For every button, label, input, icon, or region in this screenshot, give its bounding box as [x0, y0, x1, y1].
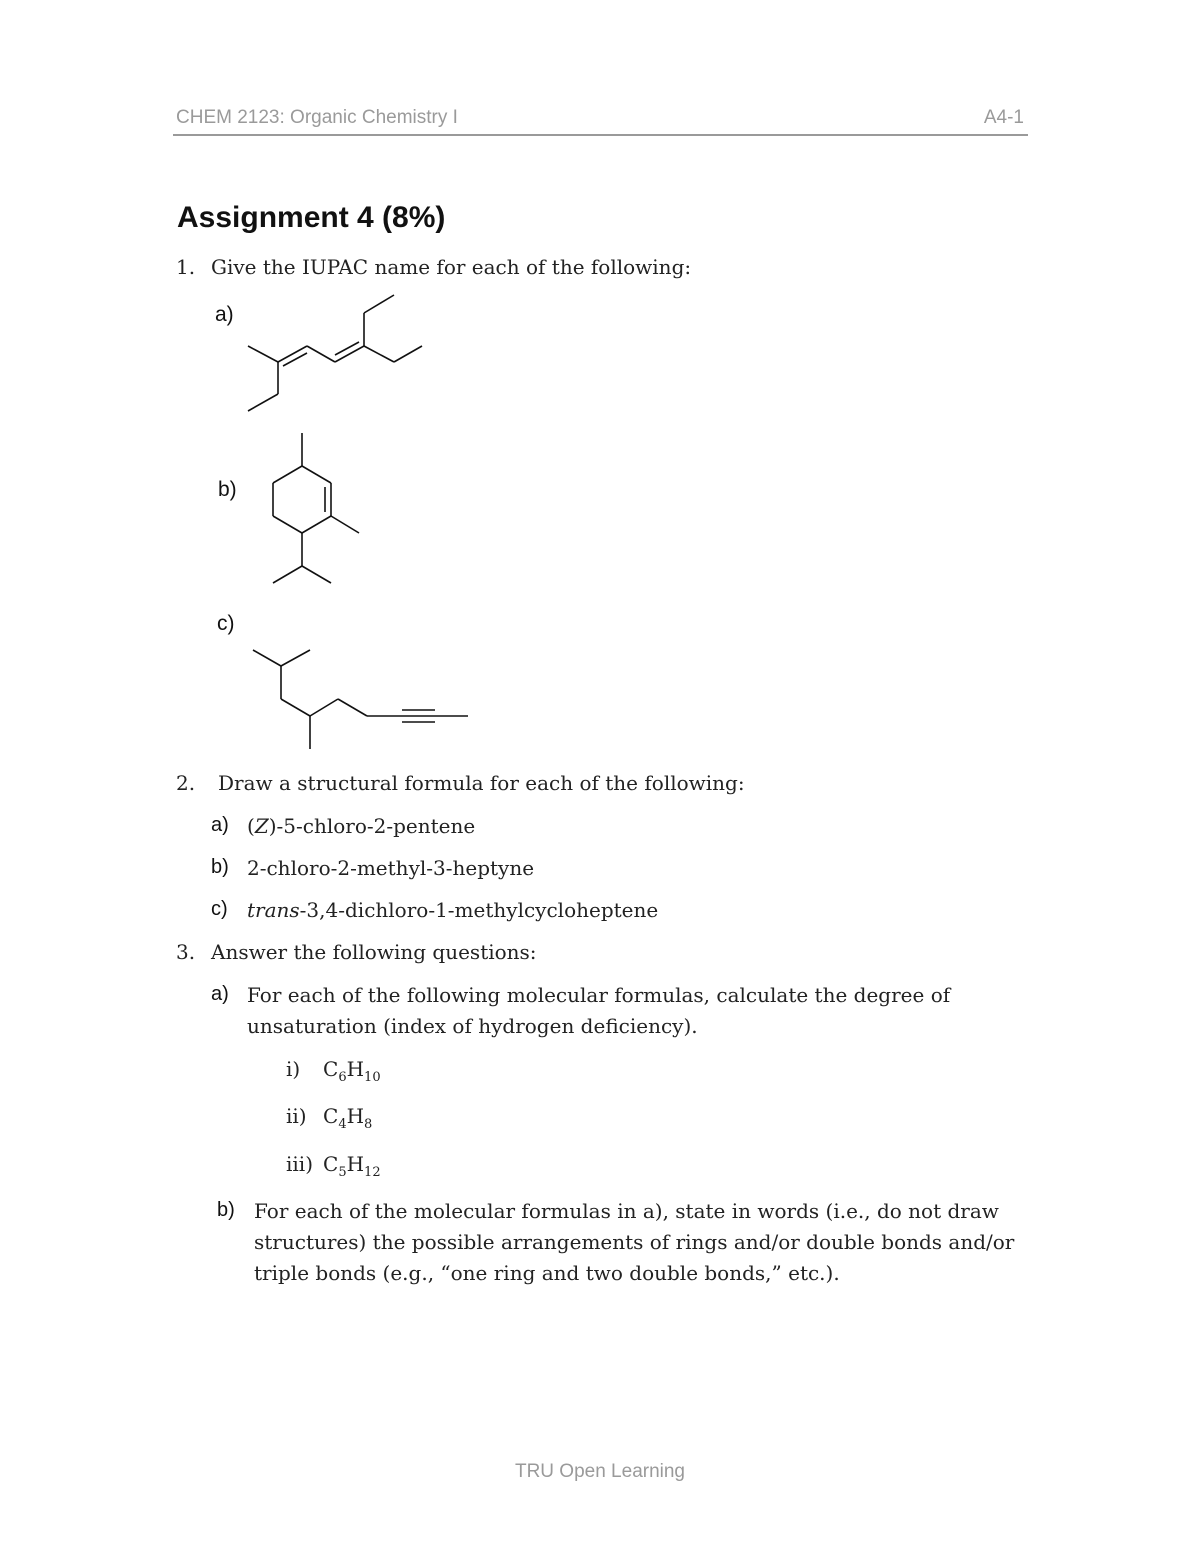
q3-text: Answer the following questions: [211, 940, 537, 964]
q2-label-b: b) [211, 856, 229, 878]
q2-item-a: (Z)-5-chloro-2-pentene [247, 814, 476, 838]
q2-item-b: 2-chloro-2-methyl-3-heptyne [247, 856, 535, 880]
q3b-line2: structures) the possible arrangements of rings and/or double bonds and/or [254, 1230, 1015, 1254]
q3-number: 3. [176, 940, 196, 964]
assignment-title: Assignment 4 (8%) [177, 201, 446, 234]
formula-label-iii: iii) [286, 1152, 313, 1176]
course-title: CHEM 2123: Organic Chemistry I [176, 107, 458, 128]
q3a-label: a) [211, 983, 229, 1005]
q1-label-a: a) [215, 303, 234, 326]
q1-label-b: b) [218, 478, 237, 501]
q1-label-c: c) [217, 612, 235, 635]
page-number: A4-1 [983, 107, 1024, 128]
q3b-label: b) [217, 1199, 235, 1221]
q2-text: Draw a structural formula for each of the following: [218, 771, 745, 795]
formula-label-ii: ii) [286, 1104, 307, 1128]
page-footer: TRU Open Learning [514, 1461, 686, 1482]
formula-iii: $C_5H_{12}$ [323, 1152, 381, 1180]
q2-number: 2. [176, 771, 196, 795]
q3b-line1: For each of the molecular formulas in a), state in words (i.e., do not draw [254, 1199, 999, 1223]
q2-label-a: a) [211, 814, 229, 836]
q2-label-c: c) [211, 898, 228, 920]
formula-i: $C_6H_{10}$ [323, 1057, 381, 1085]
q2-item-c: trans-3,4-dichloro-1-methylcycloheptene [247, 898, 659, 922]
q1-number: 1. [176, 255, 196, 279]
formula-ii: $C_4H_8$ [323, 1104, 373, 1132]
formula-label-i: i) [286, 1057, 301, 1081]
q3a-line1: For each of the following molecular formulas, calculate the degree of [247, 983, 951, 1007]
q3a-line2: unsaturation (index of hydrogen deficiency). [247, 1014, 698, 1038]
q3b-line3: triple bonds (e.g., “one ring and two double bonds,” etc.). [254, 1261, 840, 1285]
q1-text: Give the IUPAC name for each of the following: [211, 255, 692, 279]
